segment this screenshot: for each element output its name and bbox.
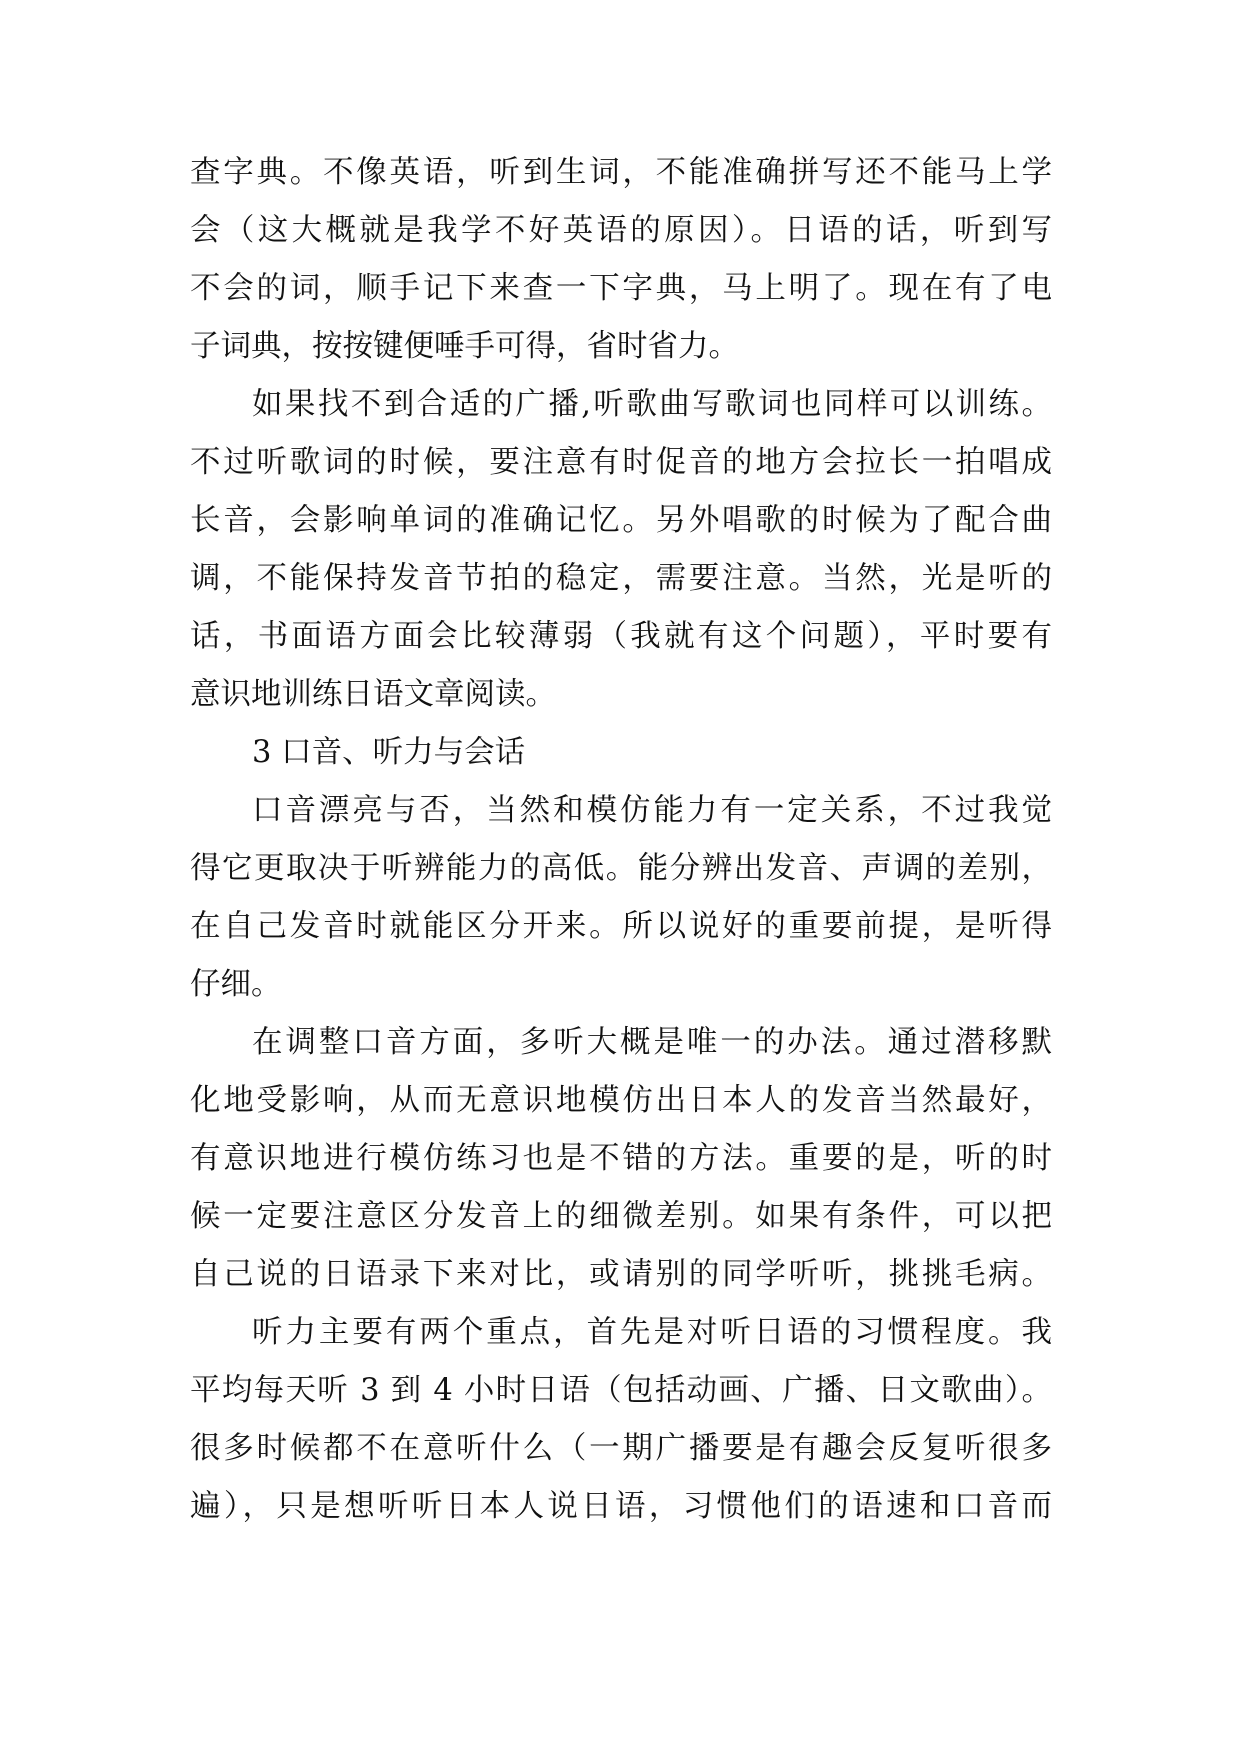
text-line: 很多时候都不在意听什么（一期广播要是有趣会反复听很多 [190,1431,1052,1466]
text-line: 候一定要注意区分发音上的细微差别。如果有条件，可以把 [190,1199,1052,1234]
text-line: 听力主要有两个重点，首先是对听日语的习惯程度。我 [252,1315,1052,1350]
text-line: 有意识地进行模仿练习也是不错的方法。重要的是，听的时 [190,1141,1052,1176]
text-line: 调，不能保持发音节拍的稳定，需要注意。当然，光是听的 [190,561,1052,596]
text-line: 不会的词，顺手记下来查一下字典，马上明了。现在有了电 [190,271,1052,306]
text-line: 查字典。不像英语，听到生词，不能准确拼写还不能马上学 [190,155,1052,190]
text-line: 子词典，按按键便唾手可得，省时省力。 [190,329,739,364]
text-line: 意识地训练日语文章阅读。 [190,677,556,712]
text-line: 化地受影响，从而无意识地模仿出日本人的发音当然最好， [190,1083,1052,1118]
document-page [190,0,1052,1754]
section-heading: 3 口音、听力与会话 [252,735,526,770]
text-line: 得它更取决于听辨能力的高低。能分辨出发音、声调的差别， [190,851,1052,886]
text-line: 在自己发音时就能区分开来。所以说好的重要前提，是听得 [190,909,1052,944]
text-line: 仔细。 [190,967,282,1002]
text-line: 长音，会影响单词的准确记忆。另外唱歌的时候为了配合曲 [190,503,1052,538]
text-line: 会（这大概就是我学不好英语的原因）。日语的话，听到写 [190,213,1052,248]
text-line: 在调整口音方面，多听大概是唯一的办法。通过潜移默 [252,1025,1052,1060]
text-line: 口音漂亮与否，当然和模仿能力有一定关系，不过我觉 [252,793,1052,828]
text-line: 话，书面语方面会比较薄弱（我就有这个问题），平时要有 [190,619,1052,654]
text-line: 自己说的日语录下来对比，或请别的同学听听，挑挑毛病。 [190,1257,1052,1292]
text-line: 不过听歌词的时候，要注意有时促音的地方会拉长一拍唱成 [190,445,1052,480]
text-line: 如果找不到合适的广播,听歌曲写歌词也同样可以训练。 [252,387,1052,422]
text-line: 遍），只是想听听日本人说日语，习惯他们的语速和口音而 [190,1489,1052,1524]
text-line: 平均每天听 3 到 4 小时日语（包括动画、广播、日文歌曲）。 [190,1373,1052,1408]
